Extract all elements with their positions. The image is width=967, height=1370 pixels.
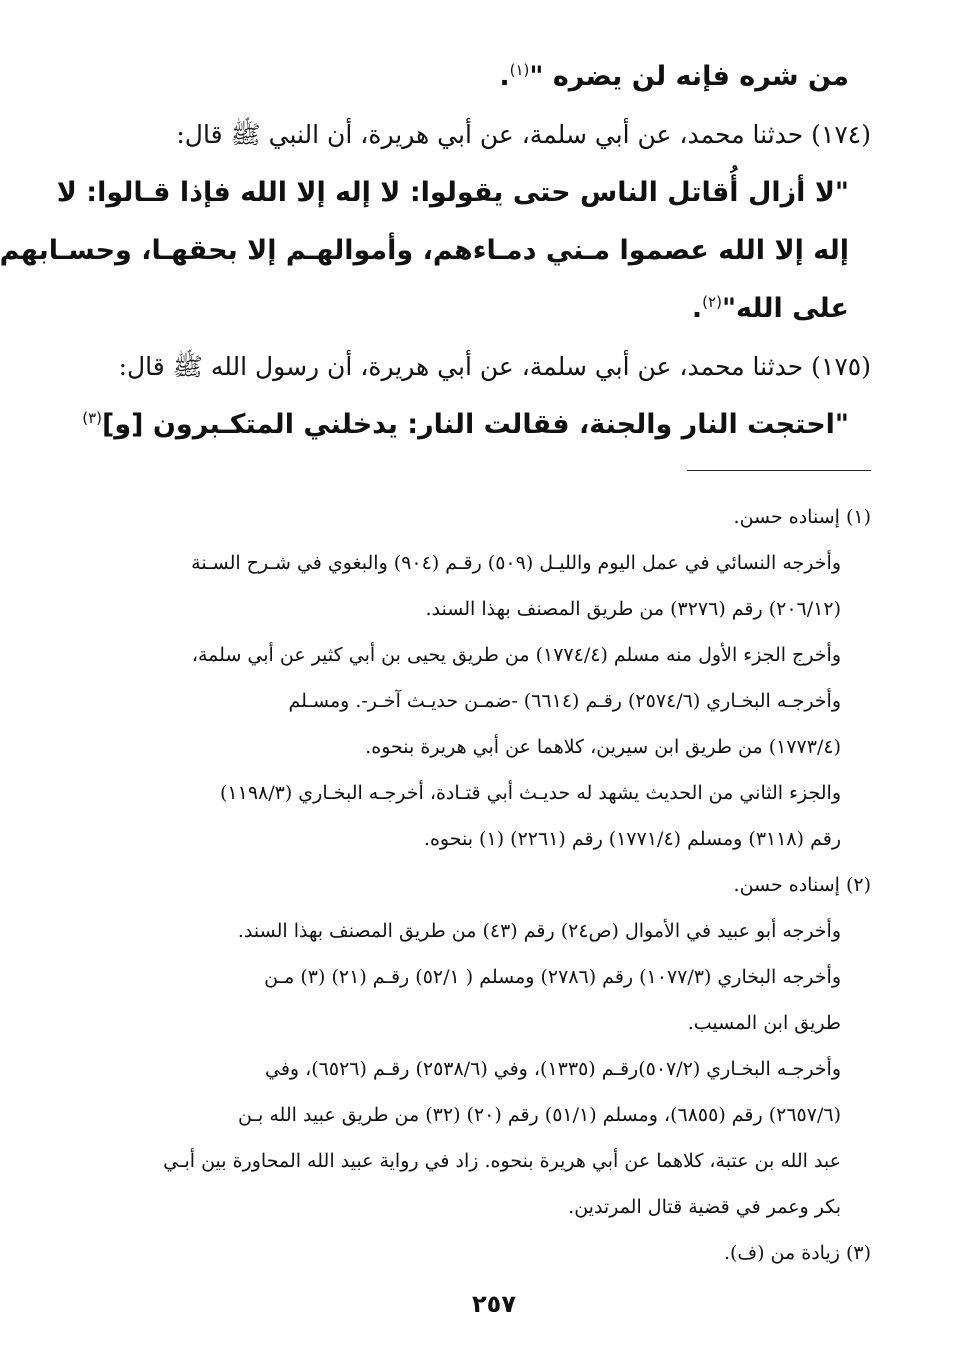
hadith-174-chain: (١٧٤) حدثنا محمد، عن أبي سلمة، عن أبي هريرة، أن النبي ﷺ قال: [176,120,871,149]
footnote-1-line: (٢٠٦/١٢) رقم (٣٢٧٦) من طريق المصنف بهذا السند. [425,598,841,620]
footnote-2-line: وأخرجه أبو عبيد في الأموال (ص٢٤) رقم (٤٣) من طريق المصنف بهذا السند. [237,920,841,942]
hadith-174-text-line-2: إله إلا الله عصموا مـني دمـاءهم، وأموالهـم إلا بحقهـا، وحسـابهم [0,235,849,266]
page-number: ٢٥٧ [472,1290,516,1318]
hadith-174-text-line-3: على الله"$^{(٢)}$. [691,293,849,324]
hadith-175-text-line-1: "احتجت النار والجنة، فقالت النار: يدخلني المتكـبرون [و]$^{(٣)}$ [82,409,849,440]
hadith-175-chain: (١٧٥) حدثنا محمد، عن أبي سلمة، عن أبي هريرة، أن رسول الله ﷺ قال: [118,352,871,381]
text-line-1: من شره فإنه لن يضره "$^{(١)}$. [499,61,849,92]
footnote-2-line: طريق ابن المسيب. [687,1012,841,1034]
footnote-1-line: وأخرجه النسائي في عمل اليوم والليـل (٥٠٩) رقـم (٩٠٤) والبغوي في شـرح السـنة [191,552,841,574]
footnote-1-head: (١) إسناده حسن. [733,506,871,528]
hadith-174-text-line-1: "لا أزال أُقاتل الناس حتى يقولوا: لا إله إلا الله فإذا قـالوا: لا [56,177,849,208]
footnote-ref-2: (٢) [702,293,722,311]
footnote-2-line: بكر وعمر في قضية قتال المرتدين. [568,1196,841,1218]
footnote-ref-1: (١) [509,61,530,79]
footnote-2-line: وأخرجـه البخـاري (٥٠٧/٢)رقـم (١٣٣٥)، وفي (٢٥٣٨/٦) رقـم (٦٥٢٦)، وفي [264,1058,841,1080]
footnote-2-line: وأخرجه البخاري (١٠٧٧/٣) رقم (٢٧٨٦) ومسلم ( ٥٢/١) رقـم (٢١) (٣) مـن [264,966,841,988]
main-text [0,48,871,454]
footnote-1-line: رقم (٣١١٨) ومسلم (١٧٧١/٤) رقم (٢٢٦١) (١) بنحوه. [423,828,841,850]
footnote-2-head: (٢) إسناده حسن. [733,874,871,896]
footnote-3-head: (٣) زيادة من (ف). [723,1242,871,1264]
footnote-separator [687,470,871,471]
footnote-1-line: (١٧٧٣/٤) من طريق ابن سيرين، كلاهما عن أبي هريرة بنحوه. [365,736,841,758]
footnote-1-line: والجزء الثاني من الحديث يشهد له حديـث أبي قتـادة، أخرجـه البخـاري (١١٩٨/٣) [219,782,841,804]
footnote-1-line: وأخرجـه البخـاري (٢٥٧٤/٦) رقـم (٦٦١٤) -ضمـن حديـث آخـر-. ومسـلم [288,690,841,712]
footnote-ref-3: (٣) [82,409,102,427]
footnote-2-line: (٢٦٥٧/٦) رقم (٦٨٥٥)، ومسلم (٥١/١) رقم (٢٠) (٣٢) من طريق عبيد الله بـن [238,1104,841,1126]
footnote-2-line: عبد الله بن عتبة، كلاهما عن أبي هريرة بنحوه. زاد في رواية عبيد الله المحاورة بين أبـي [163,1150,841,1172]
footnotes [131,494,871,1276]
footnote-1-line: وأخرج الجزء الأول منه مسلم (١٧٧٤/٤) من طريق يحيى بن أبي كثير عن أبي سلمة، [191,644,841,666]
